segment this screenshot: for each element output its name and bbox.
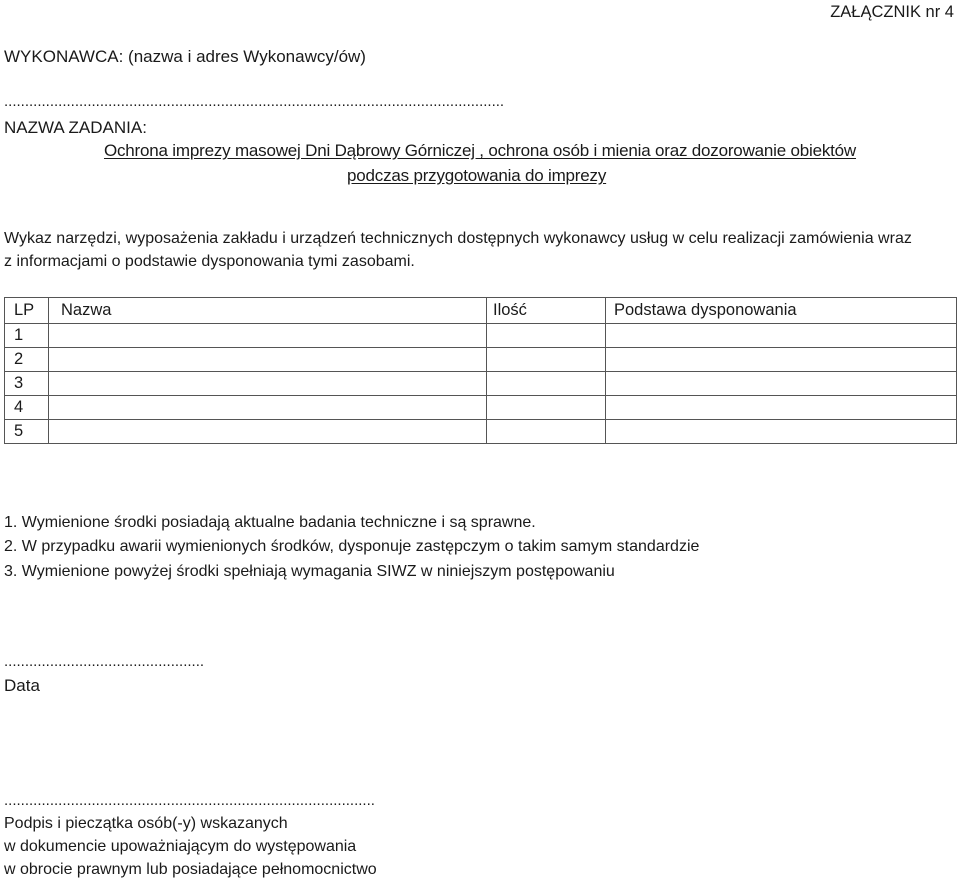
cell-ilosc[interactable] xyxy=(487,348,606,372)
cell-podstawa[interactable] xyxy=(606,324,957,348)
cell-podstawa[interactable] xyxy=(606,372,957,396)
cell-nazwa[interactable] xyxy=(49,348,487,372)
table-row xyxy=(5,348,957,372)
cell-ilosc[interactable] xyxy=(487,396,606,420)
table-row xyxy=(5,396,957,420)
contractor-label: WYKONAWCA: (nazwa i adres Wykonawcy/ów) xyxy=(4,47,366,66)
statement-2: 2. W przypadku awarii wymienionych środków, dysponuje zastępczym o takim samym standardzie xyxy=(4,538,700,555)
cell-podstawa[interactable] xyxy=(606,348,957,372)
header-podstawa: Podstawa dysponowania xyxy=(606,298,957,324)
cell-lp: 5 xyxy=(5,420,49,444)
cell-podstawa[interactable] xyxy=(606,420,957,444)
task-name-line-1: Ochrona imprezy masowej Dni Dąbrowy Górniczej , ochrona osób i mienia oraz dozorowanie obiektów xyxy=(103,141,857,160)
task-label: NAZWA ZADANIA: xyxy=(4,118,147,137)
signature-caption-line-3: w obrocie prawnym lub posiadające pełnomocnictwo xyxy=(4,861,377,878)
statement-1: 1. Wymienione środki posiadają aktualne badania techniczne i są sprawne. xyxy=(4,514,536,531)
cell-lp: 1 xyxy=(5,324,49,348)
table-row xyxy=(5,324,957,348)
cell-nazwa[interactable] xyxy=(49,396,487,420)
cell-nazwa[interactable] xyxy=(49,420,487,444)
table-header-row xyxy=(5,298,957,324)
signature-caption-line-2: w dokumencie upoważniającym do występowania xyxy=(4,838,357,855)
header-ilosc: Ilość xyxy=(487,298,606,324)
cell-nazwa[interactable] xyxy=(49,324,487,348)
annex-title: ZAŁĄCZNIK nr 4 xyxy=(830,3,954,21)
cell-podstawa[interactable] xyxy=(606,396,957,420)
cell-ilosc[interactable] xyxy=(487,420,606,444)
intro-text-line-1: Wykaz narzędzi, wyposażenia zakładu i urządzeń technicznych dostępnych wykonawcy usług w celu realizacji zamówienia wraz xyxy=(4,230,912,247)
cell-nazwa[interactable] xyxy=(49,372,487,396)
cell-lp: 2 xyxy=(5,348,49,372)
cell-lp: 4 xyxy=(5,396,49,420)
signature-dots: ......................................................................................... xyxy=(4,792,375,809)
cell-ilosc[interactable] xyxy=(487,324,606,348)
header-nazwa: Nazwa xyxy=(49,298,487,324)
signature-caption-line-1: Podpis i pieczątka osób(-y) wskazanych xyxy=(4,815,288,832)
contractor-dots: ........................................................................................................................ xyxy=(4,93,505,110)
task-name-line-2: podczas przygotowania do imprezy xyxy=(347,166,607,185)
table-row xyxy=(5,420,957,444)
intro-text-line-2: z informacjami o podstawie dysponowania tymi zasobami. xyxy=(4,253,415,270)
date-label: Data xyxy=(4,676,40,695)
cell-ilosc[interactable] xyxy=(487,372,606,396)
equipment-table xyxy=(4,297,957,444)
date-dots: ................................................ xyxy=(4,653,205,670)
statement-3: 3. Wymienione powyżej środki spełniają wymagania SIWZ w niniejszym postępowaniu xyxy=(4,563,615,580)
table-row xyxy=(5,372,957,396)
cell-lp: 3 xyxy=(5,372,49,396)
header-lp: LP xyxy=(5,298,49,324)
